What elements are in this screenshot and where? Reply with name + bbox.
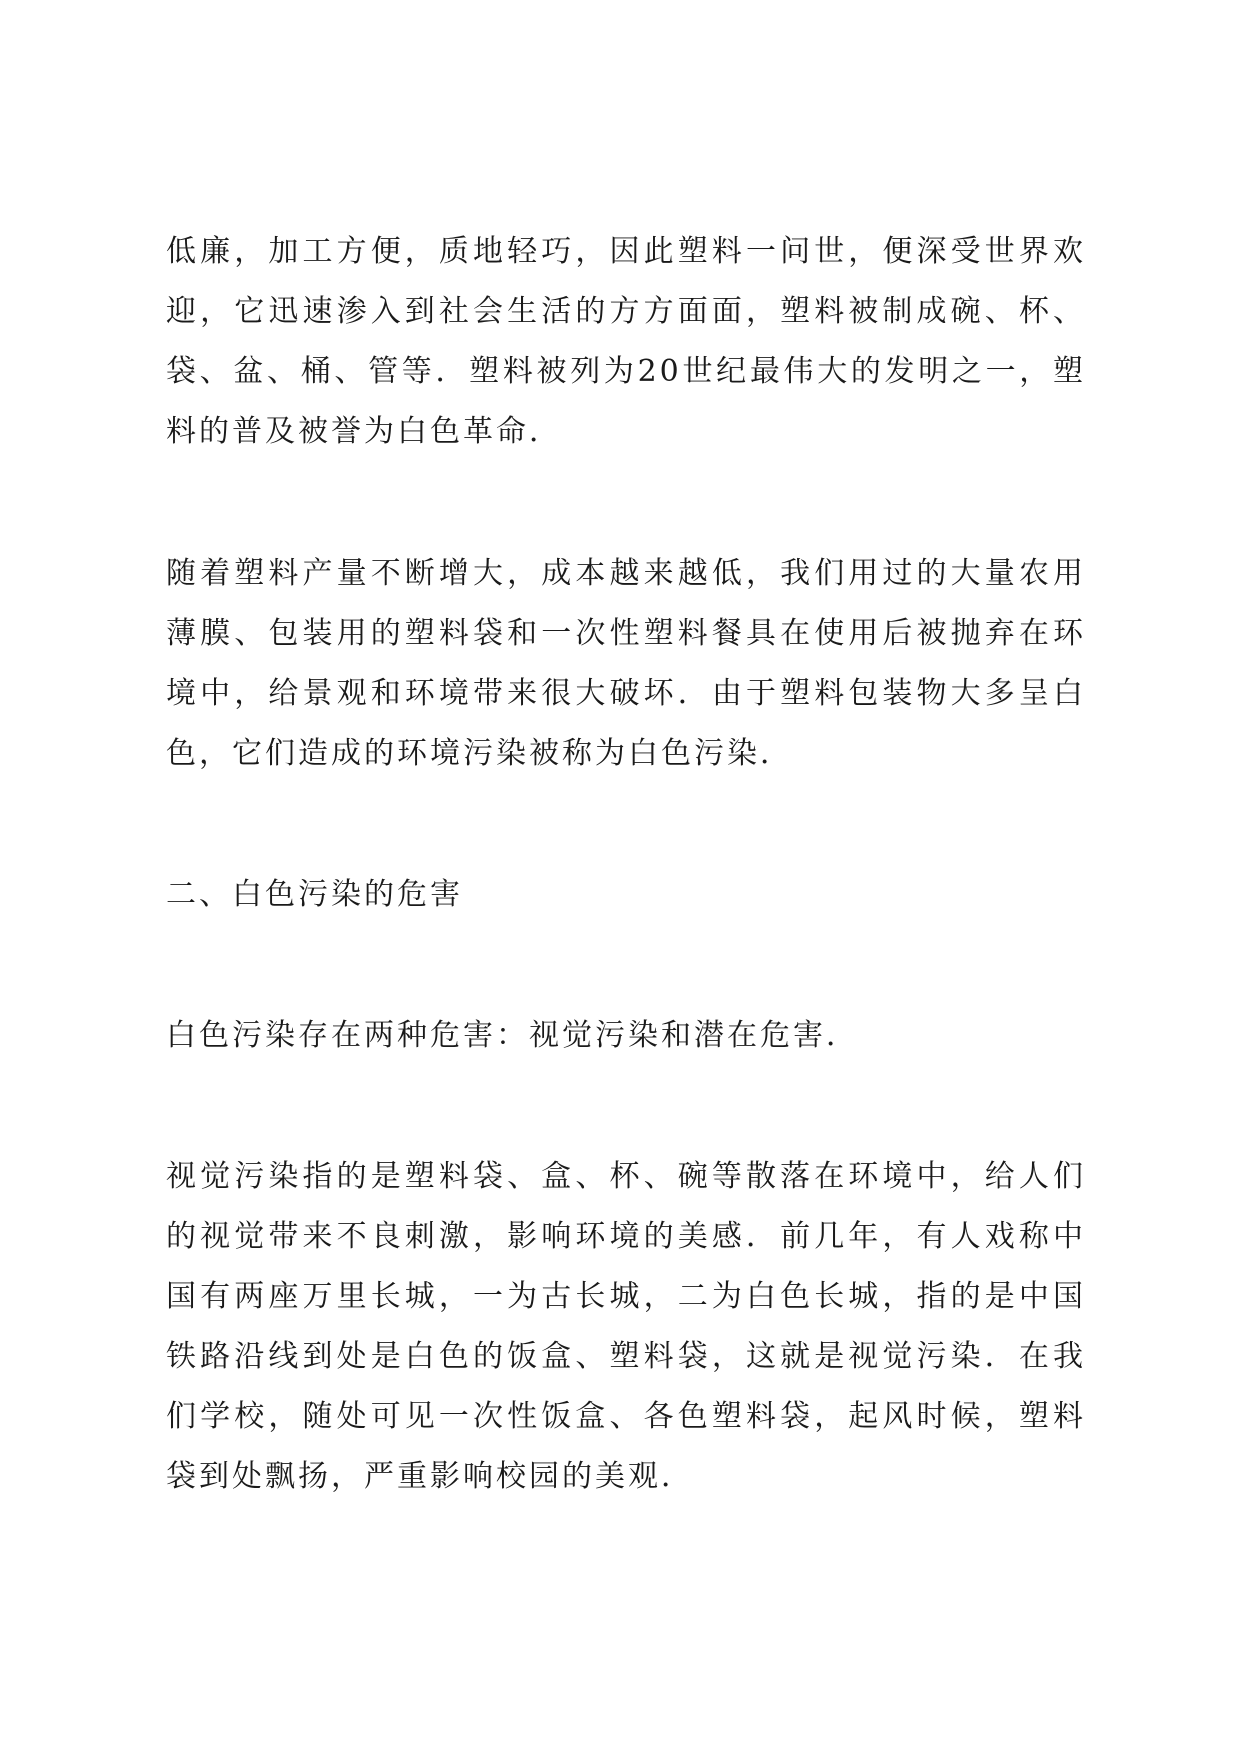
paragraph-two-hazards: 白色污染存在两种危害：视觉污染和潜在危害． bbox=[166, 1018, 859, 1053]
paragraph-plastic-invention: 低廉，加工方便，质地轻巧，因此塑料一问世，便深受世界欢迎，它迅速渗入到社会生活的方方面面，塑料被制成碗、杯、袋、盆、桶、管等．塑料被列为20世纪最伟大的发明之一，塑料的普及被誉为白色革命． bbox=[166, 234, 1086, 449]
section-heading: 二、白色污染的危害 bbox=[166, 877, 463, 912]
document-body bbox=[166, 222, 1086, 1507]
paragraph-visual-pollution: 视觉污染指的是塑料袋、盒、杯、碗等散落在环境中，给人们的视觉带来不良刺激，影响环境的美感．前几年，有人戏称中国有两座万里长城，一为古长城，二为白色长城，指的是中国铁路沿线到处是白色的饭盒、塑料袋，这就是视觉污染．在我们学校，随处可见一次性饭盒、各色塑料袋，起风时候，塑料袋到处飘扬，严重影响校园的美观． bbox=[166, 1159, 1086, 1494]
paragraph-white-pollution-origin: 随着塑料产量不断增大，成本越来越低，我们用过的大量农用薄膜、包装用的塑料袋和一次性塑料餐具在使用后被抛弃在环境中，给景观和环境带来很大破坏．由于塑料包装物大多呈白色，它们造成的环境污染被称为白色污染． bbox=[166, 556, 1086, 771]
